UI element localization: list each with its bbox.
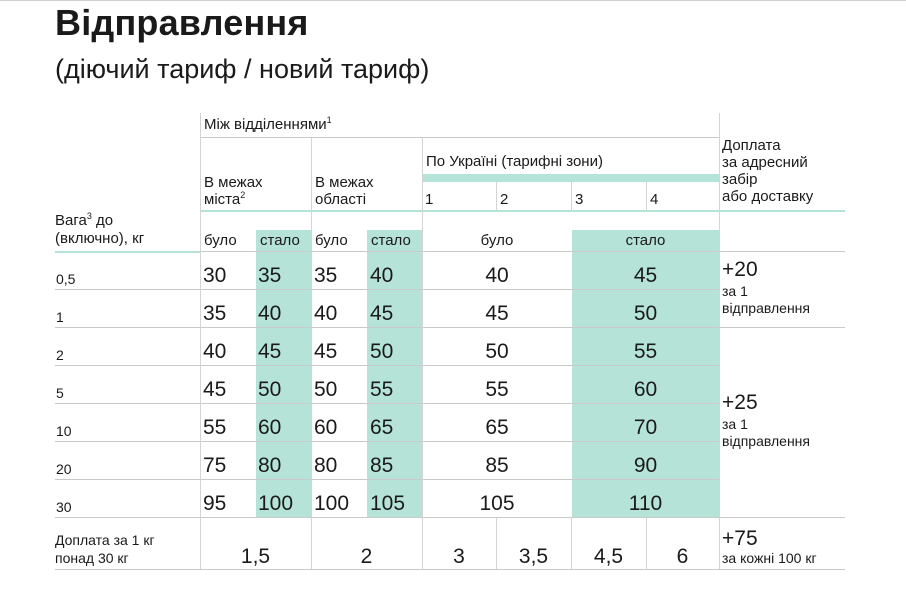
footer-surcharge-amount: +75 — [722, 527, 758, 550]
row-region-new: 40 — [370, 264, 394, 287]
row-region-new: 65 — [370, 416, 394, 439]
row-city-old: 75 — [203, 454, 227, 477]
footer-city: 1,5 — [240, 545, 271, 568]
row-ukr-new: 70 — [633, 416, 658, 439]
line-footer-bottom — [55, 569, 845, 570]
row-region-old: 40 — [314, 302, 338, 325]
line-row-30 — [55, 517, 845, 518]
row-weight: 10 — [56, 423, 72, 439]
ukraine-header: По Україні (тарифні зони) — [426, 153, 603, 170]
line-row-20 — [55, 479, 719, 480]
row-ukr-new: 55 — [633, 340, 658, 363]
row-weight: 1 — [56, 309, 64, 325]
row-region-new: 55 — [370, 378, 394, 401]
row-city-old: 45 — [203, 378, 227, 401]
vline-left-table — [200, 113, 201, 569]
zone-2-header: 2 — [500, 191, 509, 208]
row-city-old: 40 — [203, 340, 227, 363]
row-ukr-new: 60 — [633, 378, 658, 401]
row-region-old: 60 — [314, 416, 338, 439]
surcharge-note-1: за 1 відправлення — [722, 283, 810, 316]
row-region-old: 80 — [314, 454, 338, 477]
row-city-old: 55 — [203, 416, 227, 439]
line-under-between — [200, 137, 719, 138]
vline-zone-3-4 — [646, 182, 647, 211]
vline-zone-2-3 — [571, 182, 572, 211]
row-city-old: 95 — [203, 492, 227, 515]
line-under-weight-header — [55, 251, 200, 253]
surcharge-amount-1: +20 — [722, 258, 758, 281]
line-row-2 — [55, 365, 719, 366]
line-row-10 — [55, 441, 719, 442]
footer-zone-2: 3,5 — [518, 545, 549, 568]
weight-header: Вага$^3$ до — [55, 211, 114, 229]
row-region-new: 85 — [370, 454, 394, 477]
row-city-new: 40 — [258, 302, 282, 325]
row-ukr-new: 45 — [633, 264, 658, 287]
top-border — [0, 0, 906, 1]
city-new-header: стало — [260, 232, 300, 249]
row-weight: 30 — [56, 499, 72, 515]
footer-region: 2 — [360, 545, 373, 568]
row-region-old: 100 — [314, 492, 350, 515]
line-under-old-new — [200, 251, 845, 252]
vline-surcharge — [719, 113, 720, 569]
surcharge-amount-2: +25 — [722, 391, 758, 414]
row-city-old: 35 — [203, 302, 227, 325]
row-ukr-old: 55 — [485, 378, 509, 401]
city-header: В межах міста$^2$ — [204, 174, 263, 208]
line-row-05 — [55, 289, 719, 290]
row-region-old: 50 — [314, 378, 338, 401]
row-city-new: 35 — [258, 264, 282, 287]
zone-4-header: 4 — [650, 191, 659, 208]
vline-zone-1-2 — [496, 182, 497, 211]
row-weight: 5 — [56, 385, 64, 401]
footer-zone-3: 4,5 — [593, 545, 624, 568]
row-ukr-new: 110 — [628, 492, 663, 515]
region-new-header: стало — [371, 232, 411, 249]
footer-label: Доплата за 1 кг понад 30 кг — [55, 532, 155, 566]
ukraine-old-header: було — [480, 232, 514, 249]
page-subtitle: (діючий тариф / новий тариф) — [55, 54, 430, 84]
surcharge-note-2: за 1 відправлення — [722, 416, 810, 449]
line-under-surcharge — [719, 210, 845, 212]
line-under-zones — [200, 210, 719, 212]
row-city-new: 80 — [258, 454, 282, 477]
row-ukr-old: 105 — [479, 492, 515, 515]
row-city-new: 45 — [258, 340, 282, 363]
zone-3-header: 3 — [575, 191, 584, 208]
row-ukr-new: 50 — [633, 302, 658, 325]
row-ukr-old: 40 — [485, 264, 509, 287]
row-region-new: 50 — [370, 340, 394, 363]
footer-surcharge-note: за кожні 100 кг — [722, 550, 817, 566]
row-city-new: 50 — [258, 378, 282, 401]
between-branches-header: Між відділеннями$^1$ — [204, 115, 332, 133]
row-region-new: 105 — [370, 492, 406, 515]
row-region-old: 45 — [314, 340, 338, 363]
row-city-old: 30 — [203, 264, 227, 287]
zone-1-header: 1 — [425, 191, 434, 208]
row-ukr-old: 45 — [485, 302, 509, 325]
zones-header-bg — [423, 174, 719, 182]
surcharge-header: Доплата за адресний забір або доставку — [722, 137, 814, 205]
row-city-new: 60 — [258, 416, 282, 439]
row-weight: 0,5 — [56, 271, 76, 287]
row-region-old: 35 — [314, 264, 338, 287]
region-old-header: було — [315, 232, 348, 249]
city-old-header: було — [204, 232, 237, 249]
footer-zone-1: 3 — [453, 545, 465, 568]
line-row-5 — [55, 403, 719, 404]
weight-header-line2: (включно), кг — [55, 230, 145, 247]
row-weight: 2 — [56, 347, 64, 363]
row-weight: 20 — [56, 461, 72, 477]
line-row-1 — [55, 327, 845, 328]
row-ukr-old: 85 — [485, 454, 509, 477]
ukraine-new-header: стало — [625, 232, 666, 249]
row-ukr-old: 65 — [485, 416, 509, 439]
row-region-new: 45 — [370, 302, 394, 325]
vline-city-region — [311, 138, 312, 569]
page-title: Відправлення — [55, 2, 309, 43]
region-header: В межах області — [315, 174, 374, 208]
row-ukr-old: 50 — [485, 340, 509, 363]
row-ukr-new: 90 — [633, 454, 658, 477]
row-city-new: 100 — [258, 492, 294, 515]
footer-zone-4: 6 — [676, 545, 689, 568]
